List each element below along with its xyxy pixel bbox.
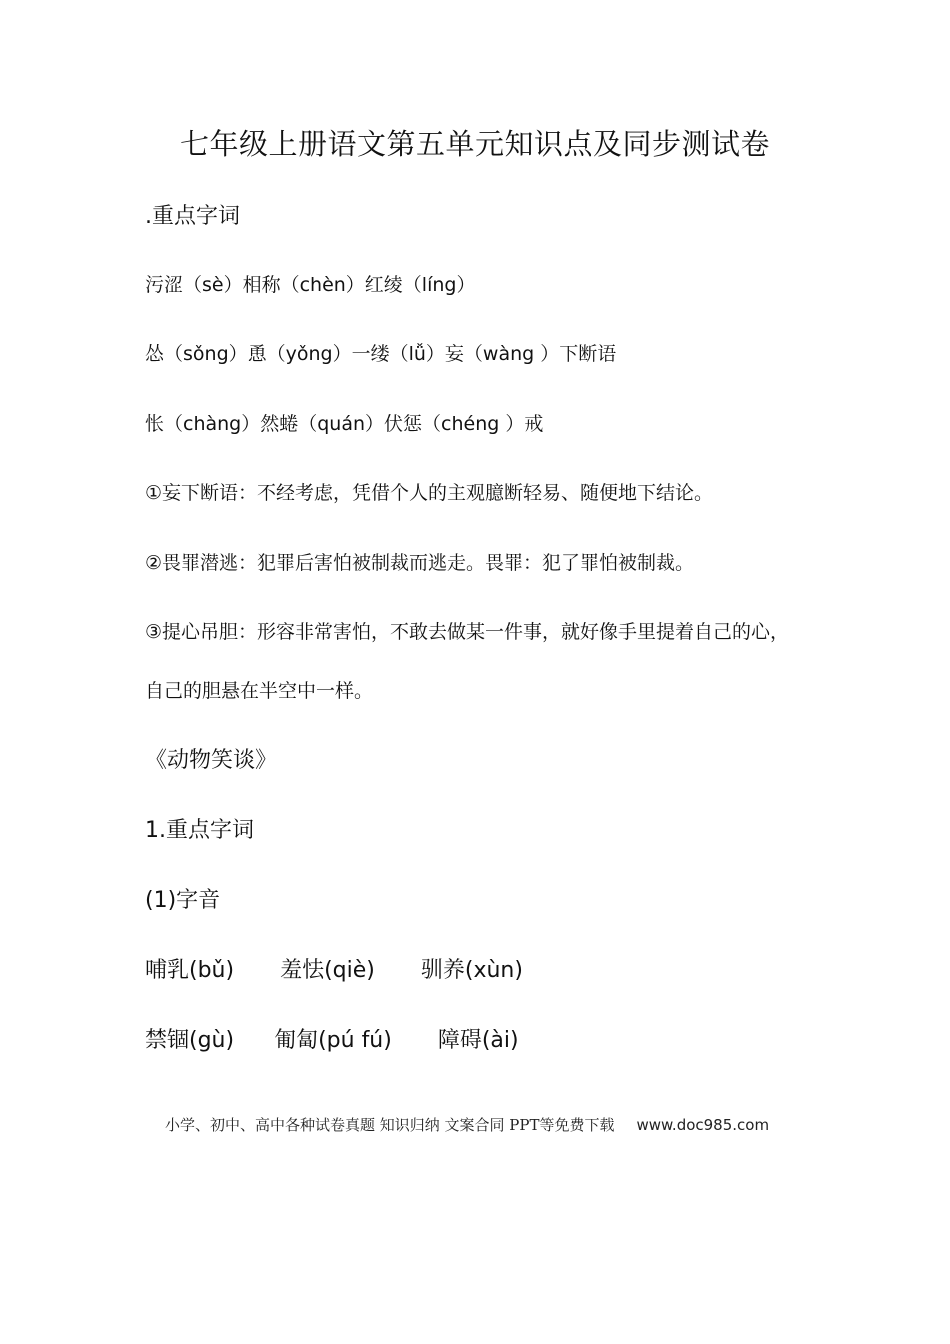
page-footer <box>165 1114 769 1135</box>
pinyin-line-3: 怅（chàng）然蜷（quán）伏惩（chéng ）戒 <box>145 413 544 435</box>
pinyin-line-2: 怂（sǒng）恿（yǒng）一缕（lǚ）妄（wàng ）下断语 <box>145 343 617 365</box>
definition-2: ②畏罪潜逃：犯罪后害怕被制裁而逃走。畏罪：犯了罪怕被制裁。 <box>145 552 695 574</box>
word-row-2 <box>145 1023 519 1054</box>
definition-3: ③提心吊胆：形容非常害怕，不敢去做某一件事，就好像手里提着自己的心， <box>145 621 790 643</box>
word-item: 哺乳(bǔ) <box>145 958 235 983</box>
subsection-heading: 1.重点字词 <box>145 818 254 843</box>
definition-1: ①妄下断语：不经考虑，凭借个人的主观臆断轻易、随便地下结论。 <box>145 482 714 504</box>
section-heading: .重点字词 <box>145 204 240 229</box>
footer-text: 小学、初中、高中各种试卷真题 知识归纳 文案合同 PPT等免费下载 <box>165 1116 615 1134</box>
word-item: 匍匐(pú fú) <box>274 1028 392 1053</box>
word-item: 障碍(ài) <box>437 1028 519 1053</box>
pronunciation-heading: (1)字音 <box>145 888 221 913</box>
word-item: 禁锢(gù) <box>145 1028 235 1053</box>
pinyin-line-1: 污涩（sè）相称（chèn）红绫（líng） <box>145 274 476 296</box>
footer-url[interactable]: www.doc985.com <box>636 1116 770 1134</box>
word-item: 驯养(xùn) <box>420 958 523 983</box>
word-item: 羞怯(qiè) <box>280 958 375 983</box>
word-row-1 <box>145 953 523 984</box>
definition-3-continued: 自己的胆悬在半空中一样。 <box>145 680 374 702</box>
document-title: 七年级上册语文第五单元知识点及同步测试卷 <box>179 127 770 161</box>
lesson-title: 《动物笑谈》 <box>145 748 278 773</box>
